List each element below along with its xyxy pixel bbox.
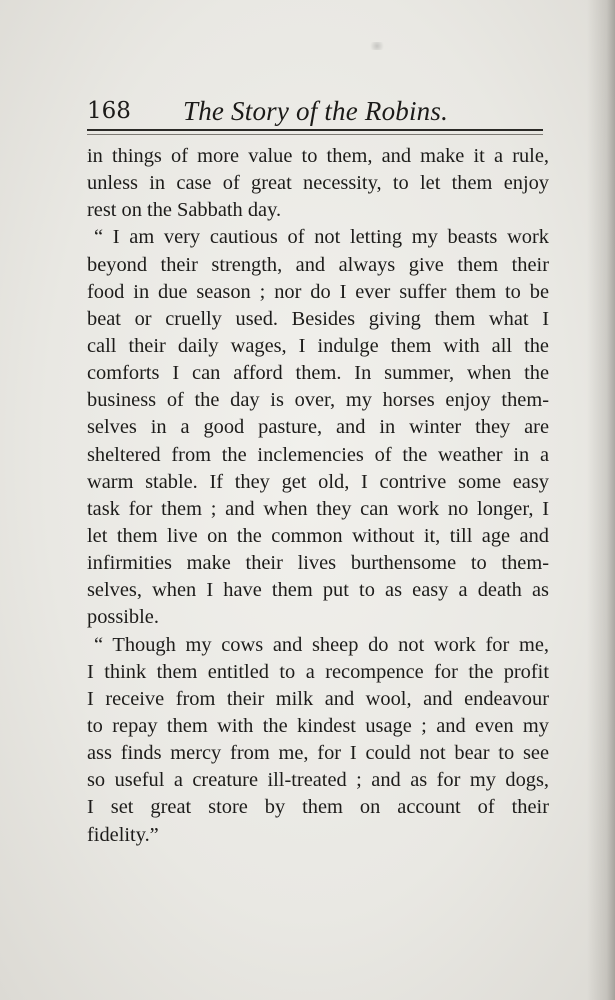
text-line: beat or cruelly used. Besides giving them what I [87,307,549,330]
text-line: ass finds mercy from me, for I could not bear to see [87,742,549,765]
text-line: I think them entitled to a recompence for the profit [87,660,549,683]
text-line: sheltered from the inclemencies of the weather in a [87,443,549,466]
page-header [87,96,545,132]
text-line: “ I am very cautious of not letting my beasts work [94,226,549,249]
text-line: food in due season ; nor do I ever suffer them to be [87,280,549,303]
text-line: “ Though my cows and sheep do not work for me, [94,633,549,656]
text-line: to repay them with the kindest usage ; and even my [87,714,549,737]
page-number: 168 [87,98,131,124]
text-line: possible. [87,606,159,629]
body-text [87,143,549,849]
text-line: business of the day is over, my horses enjoy them- [87,389,549,412]
text-line: so useful a creature ill-treated ; and as for my dogs, [87,769,549,792]
paragraph [87,143,549,224]
text-line: I set great store by them on account of their [87,796,549,819]
text-line: I receive from their milk and wool, and endeavour [87,687,549,710]
text-line: selves, when I have them put to as easy a death as [87,579,549,602]
paper-speck [368,42,386,50]
text-line: infirmities make their lives burthensome to them- [87,552,549,575]
text-line: warm stable. If they get old, I contrive some easy [87,470,549,493]
text-line: call their daily wages, I indulge them with all the [87,334,549,357]
text-line: fidelity.” [87,823,159,846]
text-line: let them live on the common without it, till age and [87,524,549,547]
text-line: rest on the Sabbath day. [87,199,282,222]
text-line: task for them ; and when they can work no longer, I [87,497,549,520]
text-line: comforts I can afford them. In summer, when the [87,362,549,385]
running-title: The Story of the Robins. [183,96,449,126]
header-rule-thin [87,134,543,135]
paragraph [87,632,549,849]
text-line: unless in case of great necessity, to let them enjoy [87,172,549,195]
text-line: beyond their strength, and always give them their [87,253,549,276]
page-edge-shadow [587,0,615,1000]
header-rule [87,129,543,131]
text-line: in things of more value to them, and make it a rule, [87,145,549,167]
text-line: selves in a good pasture, and in winter they are [87,416,549,439]
paragraph [87,224,549,631]
